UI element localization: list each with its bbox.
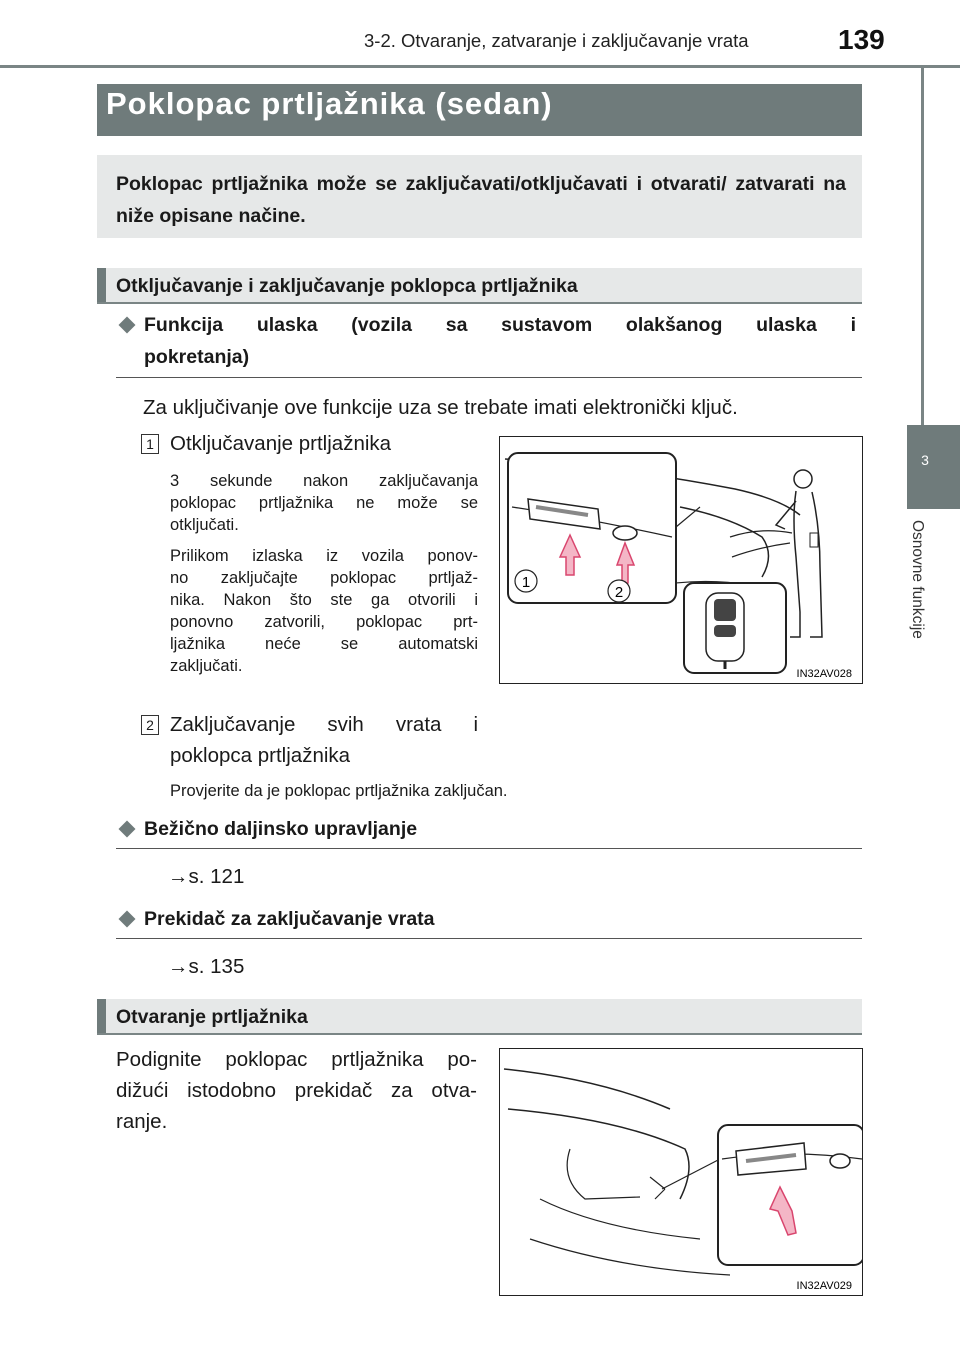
car-trunk-line <box>508 1109 689 1199</box>
car-bumper-line <box>732 543 790 557</box>
page-reference-121[interactable] <box>168 861 244 892</box>
leader-line <box>662 1159 720 1189</box>
step-number-2: 2 <box>141 715 159 735</box>
chapter-title: 3-2. Otvaranje, zatvaranje i zaključavanje vrata <box>364 30 749 51</box>
tail-light <box>567 1149 640 1199</box>
subheading-rule <box>116 377 862 378</box>
note-line: ponovno zatvorili, poklopac prt- <box>170 613 478 631</box>
callout-label-1: 1 <box>521 574 531 591</box>
subheading-wireless-remote: Bežično daljinsko upravljanje <box>144 818 418 840</box>
figure-entry-function <box>499 436 863 684</box>
key-in-pocket <box>810 533 818 547</box>
subheading-door-lock-switch: Prekidač za zaključavanje vrata <box>144 908 435 930</box>
bumper-line <box>540 1199 700 1239</box>
lock-sensor <box>830 1154 850 1168</box>
note-line: ljažnika neće se automatski <box>170 635 478 653</box>
subheading-rule <box>116 848 862 849</box>
callout-label-2: 2 <box>614 584 624 601</box>
page-number: 139 <box>838 24 885 55</box>
step-number-1: 1 <box>141 434 159 454</box>
opening-instructions <box>116 1044 477 1137</box>
step2-title-line: Zaključavanje svih vrata i <box>170 713 478 736</box>
reference-text: s. 135 <box>188 955 245 978</box>
diamond-bullet-icon <box>119 821 136 838</box>
subheading-entry-function: Funkcija ulaska (vozila sa sustavom olakšanog ulaska i <box>144 314 856 336</box>
page-title: Poklopac prtljažnika (sedan) <box>106 86 553 121</box>
subheading-rule <box>116 938 862 939</box>
arrow-right-icon: → <box>168 955 189 978</box>
diamond-bullet-icon <box>119 911 136 928</box>
figure-code: IN32AV028 <box>796 668 852 680</box>
key-button-lock-icon <box>714 599 736 621</box>
instruction-line: dižući istodobno prekidač za otva- <box>116 1079 477 1102</box>
diamond-bullet-icon <box>119 317 136 334</box>
note-line: nika. Nakon što ste ga otvorili i <box>170 591 478 609</box>
person-head <box>794 470 812 488</box>
leader-line <box>676 507 700 527</box>
step2-note: Provjerite da je poklopac prtljažnika zaključan. <box>170 782 508 800</box>
lower-bumper-line <box>530 1239 730 1275</box>
step2-title <box>170 709 478 771</box>
section-heading: Otvaranje prtljažnika <box>116 1006 308 1028</box>
step1-note2 <box>170 545 478 677</box>
note-line: no zaključajte poklopac prtljaž- <box>170 569 478 587</box>
figure-illustration <box>500 437 862 683</box>
instruction-line: Podignite poklopac prtljažnika po- <box>116 1048 477 1071</box>
figure-code: IN32AV029 <box>796 1280 852 1292</box>
page-reference-135[interactable] <box>168 951 244 982</box>
step1-title: Otključavanje prtljažnika <box>170 432 392 455</box>
car-trunk-line <box>680 507 769 577</box>
instruction-line: ranje. <box>116 1110 168 1133</box>
arrow-right-icon: → <box>168 865 189 888</box>
lead-text: Za uključivanje ove funkcije uza se trebate imati elektronički ključ. <box>143 396 738 419</box>
step2-title-line: poklopca prtljažnika <box>170 744 351 767</box>
subheading-entry-function-cont: pokretanja) <box>144 346 250 368</box>
note-line: poklopac prtljažnika ne može se <box>170 494 478 512</box>
chapter-tab-label: Osnovne funkcije <box>909 520 926 639</box>
car-roof-line <box>504 1069 670 1109</box>
intro-text: Poklopac prtljažnika može se zaključavati/otključavati i otvarati/ zatvarati na niže opisane načine. <box>116 173 846 227</box>
note-line: 3 sekunde nakon zaključavanja <box>170 472 478 490</box>
header-rule <box>0 65 960 68</box>
side-rule <box>921 65 924 425</box>
note-line: otključati. <box>170 516 239 534</box>
key-button-trunk-icon <box>714 625 736 637</box>
reference-text: s. 121 <box>188 865 245 888</box>
figure-trunk-opening <box>499 1048 863 1296</box>
chapter-tab-number: 3 <box>921 452 929 468</box>
section-heading: Otključavanje i zaključavanje poklopca prtljažnika <box>116 275 578 297</box>
note-line: Prilikom izlaska iz vozila ponov- <box>170 547 478 565</box>
figure-illustration <box>500 1049 862 1295</box>
note-line: zaključati. <box>170 657 243 675</box>
lock-sensor <box>613 526 637 540</box>
step1-note1 <box>170 470 478 536</box>
